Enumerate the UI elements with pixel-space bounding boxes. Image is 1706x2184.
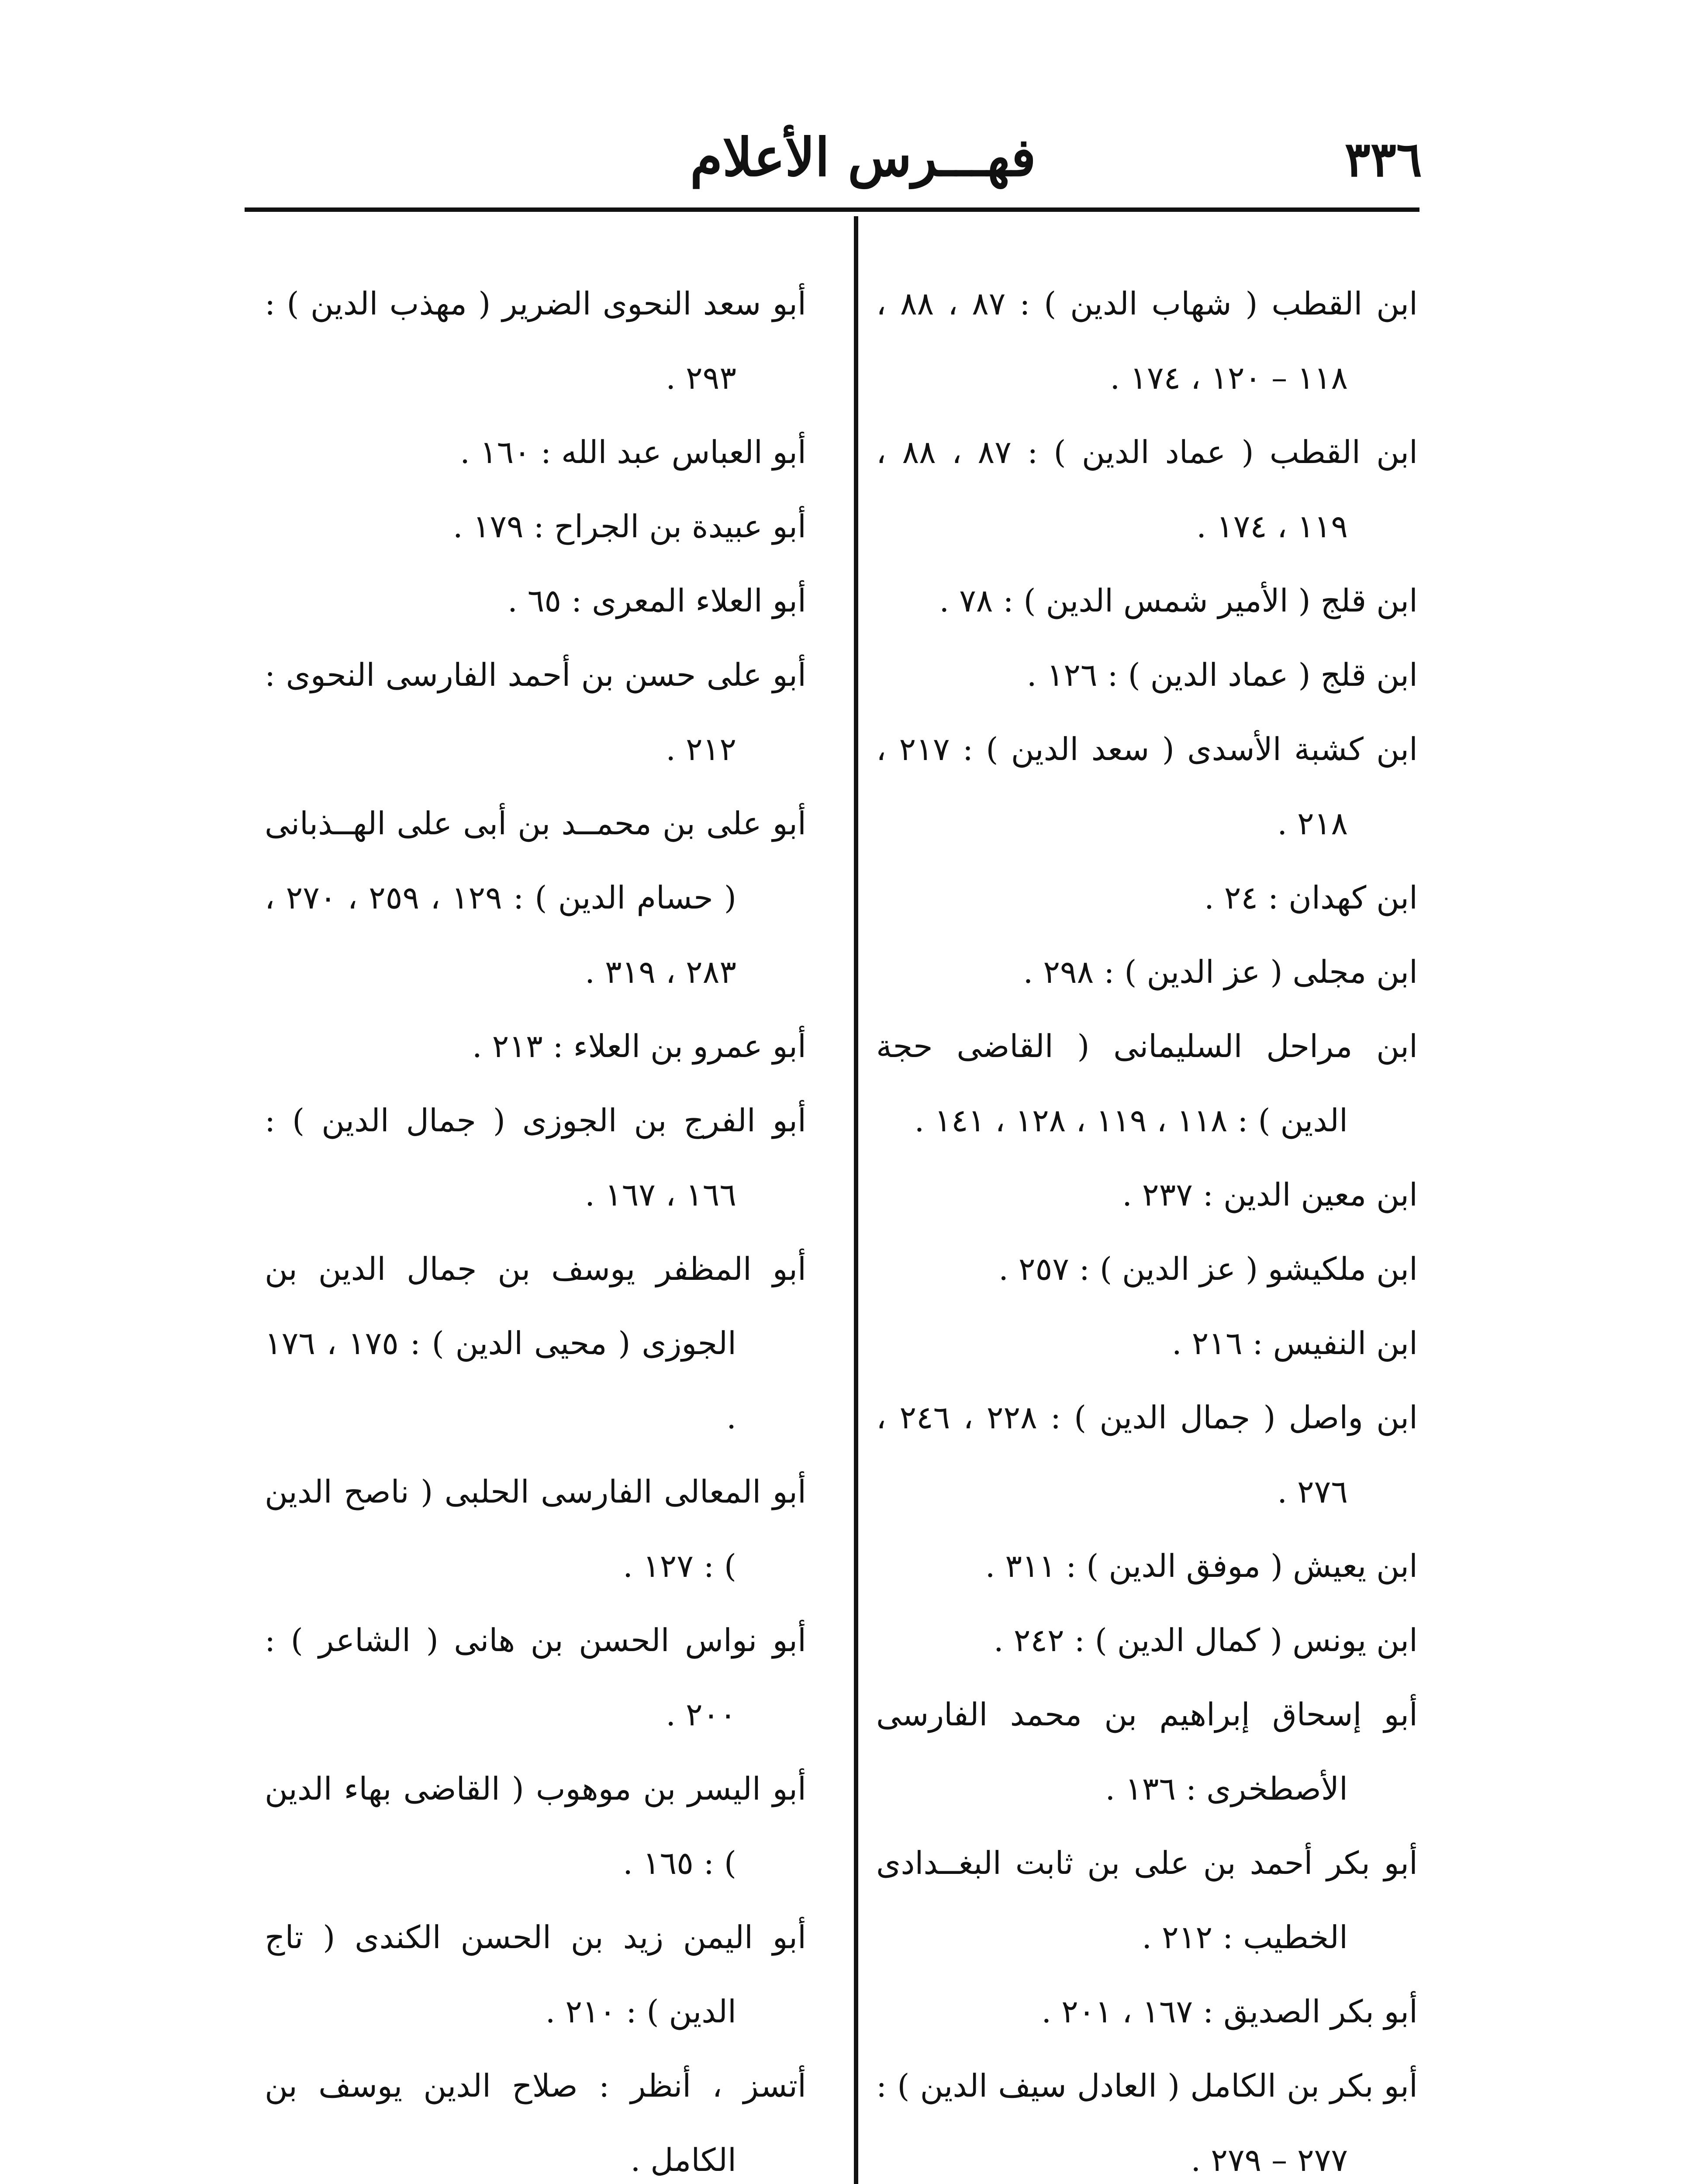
index-entry: ابن واصل ( جمال الدين ) : ٢٢٨ ، ٢٤٦ ، ٢٧٦ .: [876, 1399, 1418, 1510]
index-entry: ابن معين الدين : ٢٣٧ .: [1122, 1176, 1418, 1213]
header-rule: [245, 207, 1419, 212]
running-title: فهـــرس الأعلام: [690, 127, 1036, 188]
index-entry: أبو العلاء المعرى : ٦٥ .: [507, 582, 806, 619]
index-entry: ابن يعيش ( موفق الدين ) : ٣١١ .: [985, 1548, 1418, 1584]
index-entry: أبو نواس الحسن بن هانى ( الشاعر ) : ٢٠٠ .: [265, 1622, 806, 1733]
index-entry: ابن قلج ( عماد الدين ) : ١٢٦ .: [1026, 657, 1418, 693]
index-entry: أبو بكر أحمد بن على بن ثابت البغــدادى الخطيب : ٢١٢ .: [876, 1845, 1418, 1956]
index-entry: ابن يونس ( كمال الدين ) : ٢٤٢ .: [993, 1622, 1418, 1659]
index-entry: ابن النفيس : ٢١٦ .: [1171, 1325, 1418, 1362]
index-entry: أبو على بن محمــد بن أبى على الهــذبانى ( حسام الدين ) : ١٢٩ ، ٢٥٩ ، ٢٧٠ ، ٢٨٣ ، ٣١٩ .: [265, 805, 806, 990]
index-entry: أبو على حسن بن أحمد الفارسى النحوى : ٢١٢ .: [265, 657, 806, 767]
column-divider: [854, 216, 858, 2184]
index-entry: ابن قلج ( الأمير شمس الدين ) : ٧٨ .: [939, 582, 1418, 619]
index-entry: أبو المعالى الفارسى الحلبى ( ناصح الدين ) : ١٢٧ .: [265, 1473, 806, 1584]
index-entry: أبو سعد النحوى الضرير ( مهذب الدين ) : ٢٩٣ .: [265, 285, 806, 396]
index-entry: ابن كهدان : ٢٤ .: [1204, 879, 1418, 916]
index-entry: أبو اليسر بن موهوب ( القاضى بهاء الدين ) : ١٦٥ .: [265, 1770, 806, 1881]
index-entry: ابن القطب ( عماد الدين ) : ٨٧ ، ٨٨ ، ١١٩ ، ١٧٤ .: [876, 434, 1418, 545]
index-entry: أبو بكر بن الكامل ( العادل سيف الدين ) : ٢٧٧ – ٢٧٩ .: [876, 2067, 1418, 2178]
index-entry: ابن مراحل السليمانى ( القاضى حجة الدين ) : ١١٨ ، ١١٩ ، ١٢٨ ، ١٤١ .: [876, 1028, 1418, 1139]
index-entry: ابن القطب ( شهاب الدين ) : ٨٧ ، ٨٨ ، ١١٨ – ١٢٠ ، ١٧٤ .: [876, 285, 1418, 396]
index-entry: ابن ملكيشو ( عز الدين ) : ٢٥٧ .: [998, 1251, 1418, 1287]
index-entry: أبو اليمن زيد بن الحسن الكندى ( تاج الدين ) : ٢١٠ .: [265, 1919, 806, 2030]
index-entry: أبو بكر الصديق : ١٦٧ ، ٢٠١ .: [1041, 1993, 1418, 2030]
index-entry: أبو الفرج بن الجوزى ( جمال الدين ) : ١٦٦ ، ١٦٧ .: [265, 1102, 806, 1213]
page-number: ٣٣٦: [1344, 131, 1422, 187]
index-entry: أبو المظفر يوسف بن جمال الدين بن الجوزى ( محيى الدين ) : ١٧٥ ، ١٧٦ .: [265, 1251, 806, 1436]
index-entry: ابن كشبة الأسدى ( سعد الدين ) : ٢١٧ ، ٢١٨ .: [876, 731, 1418, 842]
index-column-left: [265, 266, 806, 2184]
index-column-right: [876, 266, 1418, 2184]
index-entry: أبو عبيدة بن الجراح : ١٧٩ .: [452, 508, 806, 545]
index-entry: أتسز ، أنظر : صلاح الدين يوسف بن الكامل .: [265, 2067, 806, 2178]
index-entry: أبو العباس عبد الله : ١٦٠ .: [460, 434, 806, 470]
index-entry: ابن مجلى ( عز الدين ) : ٢٩٨ .: [1023, 954, 1418, 990]
index-entry: أبو عمرو بن العلاء : ٢١٣ .: [472, 1028, 806, 1064]
index-entry: أبو إسحاق إبراهيم بن محمد الفارسى الأصطخرى : ١٣٦ .: [876, 1696, 1418, 1807]
